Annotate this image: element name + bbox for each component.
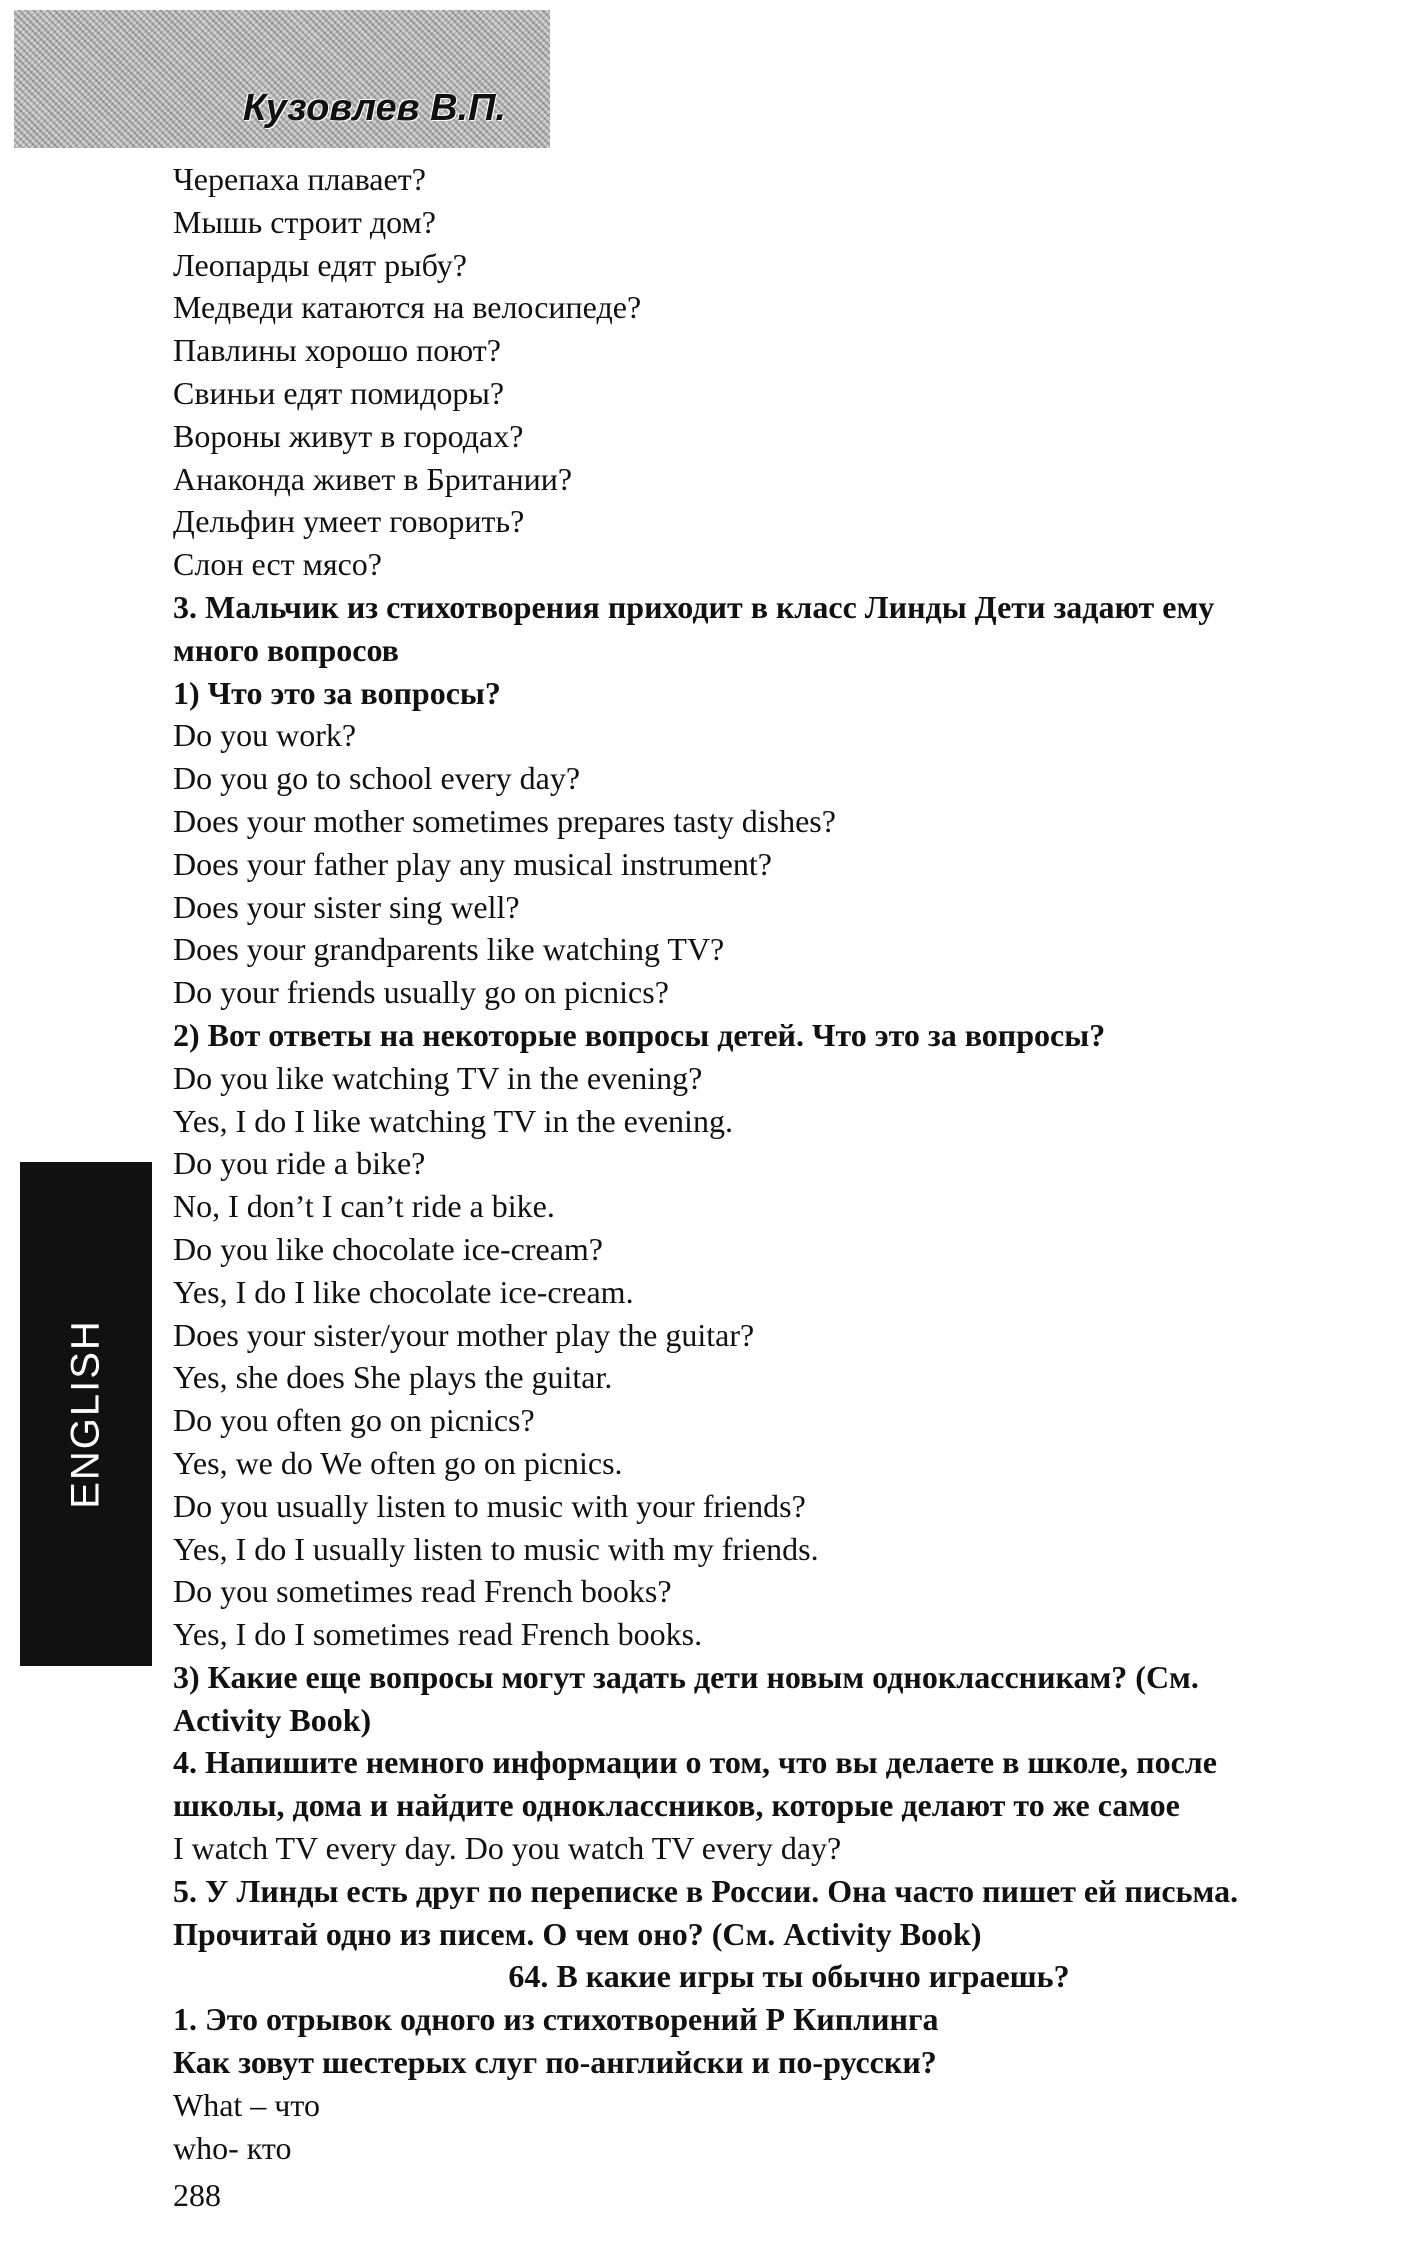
text-line: Does your sister sing well? <box>173 888 520 925</box>
text-line: Does your sister/your mother play the guitar? <box>173 1316 755 1353</box>
side-tab <box>20 1162 152 1666</box>
heading-line: 1. Это отрывок одного из стихотворений Р Киплинга <box>173 2001 939 2038</box>
heading-line: Как зовут шестерых слуг по-английски и по-русски? <box>173 2044 937 2081</box>
heading-line: 64. В какие игры ты обычно играешь? <box>508 1958 1070 1995</box>
heading-line: Activity Book) <box>173 1701 372 1738</box>
text-line: Yes, she does She plays the guitar. <box>173 1359 613 1396</box>
text-line: Медведи катаются на велосипеде? <box>173 289 642 326</box>
heading-line: много вопросов <box>173 631 399 668</box>
text-line: Мышь строит дом? <box>173 203 436 240</box>
text-line: Дельфин умеет говорить? <box>173 503 525 540</box>
text-line: Do you like chocolate ice-cream? <box>173 1230 603 1267</box>
text-line: Павлины хорошо поют? <box>173 332 501 369</box>
text-line: Yes, I do I like chocolate ice-cream. <box>173 1273 634 1310</box>
text-line: Do your friends usually go on picnics? <box>173 974 669 1011</box>
text-line: Does your father play any musical instrument? <box>173 845 772 882</box>
text-line: What – что <box>173 2086 320 2123</box>
heading-line: школы, дома и найдите одноклассников, которые делают то же самое <box>173 1787 1180 1824</box>
text-line: Do you go to school every day? <box>173 760 581 797</box>
text-line: Вороны живут в городах? <box>173 417 524 454</box>
page-body <box>173 158 1405 2169</box>
heading-line: 5. У Линды есть друг по переписке в России. Она часто пишет ей письма. <box>173 1872 1239 1909</box>
text-line: Анаконда живет в Британии? <box>173 460 573 497</box>
text-line: Do you work? <box>173 717 357 754</box>
text-line: Yes, we do We often go on picnics. <box>173 1444 623 1481</box>
text-line: Do you sometimes read French books? <box>173 1573 672 1610</box>
text-line: Леопарды едят рыбу? <box>173 246 467 283</box>
text-line: No, I don’t I can’t ride a bike. <box>173 1188 555 1225</box>
text-line: Черепаха плавает? <box>173 161 426 197</box>
text-line: Does your grandparents like watching TV? <box>173 931 725 968</box>
heading-line: Прочитай одно из писем. О чем оно? (См. Activity Book) <box>173 1915 982 1952</box>
heading-line: 2) Вот ответы на некоторые вопросы детей. Что это за вопросы? <box>173 1016 1106 1053</box>
text-line: Yes, I do I sometimes read French books. <box>173 1616 703 1653</box>
heading-line: 1) Что это за вопросы? <box>173 674 501 711</box>
header-banner <box>14 10 550 148</box>
text-line: Yes, I do I usually listen to music with my friends. <box>173 1530 819 1567</box>
text-line: I watch TV every day. Do you watch TV every day? <box>173 1830 842 1867</box>
text-line: Do you often go on picnics? <box>173 1402 535 1439</box>
header-author: Кузовлев В.П. <box>242 87 506 129</box>
text-line: Yes, I do I like watching TV in the evening. <box>173 1102 733 1139</box>
text-line: Do you like watching TV in the evening? <box>173 1059 703 1096</box>
text-line: Do you usually listen to music with your friends? <box>173 1487 806 1524</box>
text-line: Do you ride a bike? <box>173 1145 426 1182</box>
text-line: Слон ест мясо? <box>173 546 382 583</box>
heading-line: 4. Напишите немного информации о том, что вы делаете в школе, после <box>173 1744 1217 1781</box>
text-line: Does your mother sometimes prepares tasty dishes? <box>173 802 836 839</box>
page-number: 288 <box>173 2177 221 2213</box>
side-tab-label: ENGLISH <box>63 1319 108 1509</box>
text-line: who- кто <box>173 2129 292 2166</box>
text-line: Свиньи едят помидоры? <box>173 374 505 411</box>
heading-line: 3) Какие еще вопросы могут задать дети новым одноклассникам? (См. <box>173 1658 1199 1695</box>
heading-line: 3. Мальчик из стихотворения приходит в класс Линды Дети задают ему <box>173 588 1215 625</box>
